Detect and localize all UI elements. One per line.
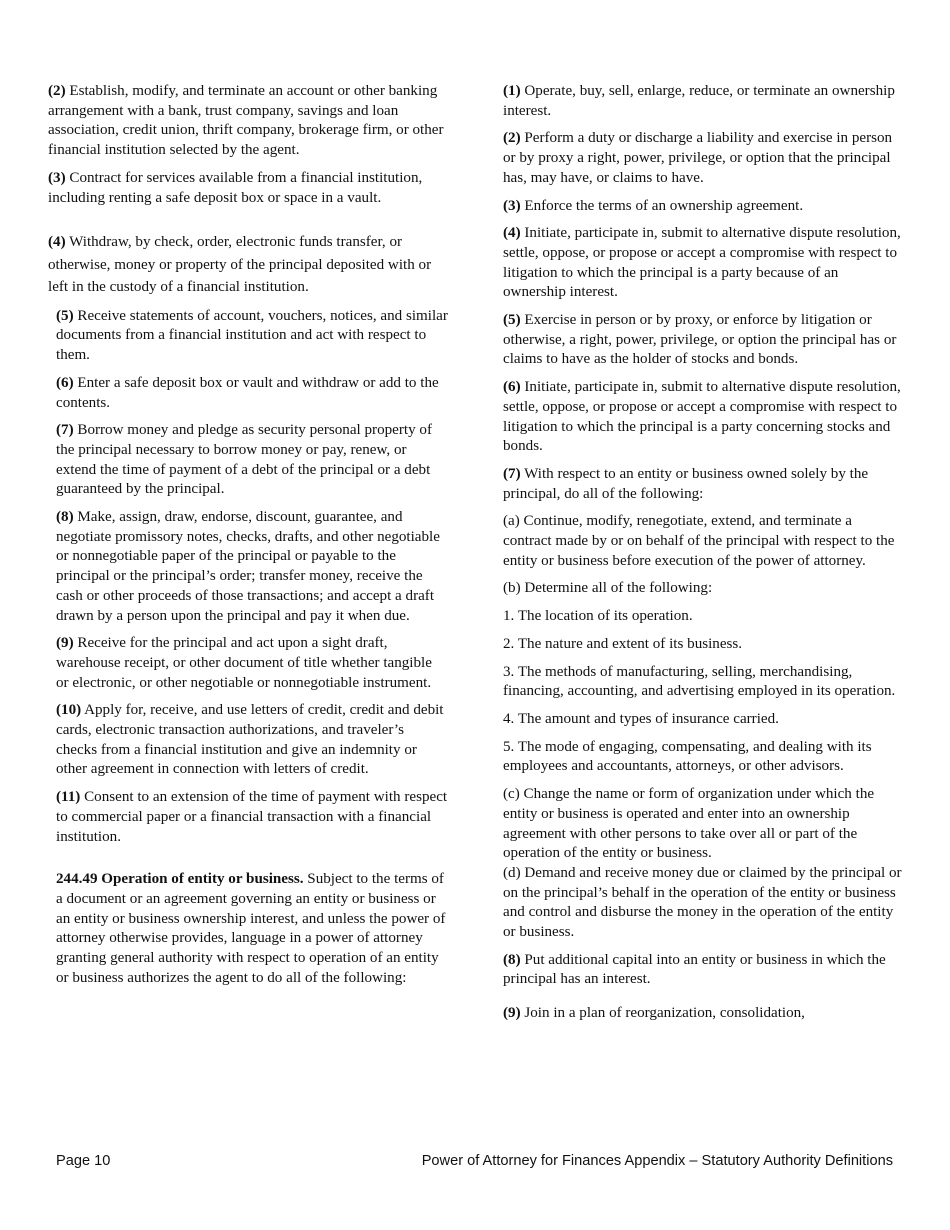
para-number: (5) xyxy=(503,312,521,329)
para-number: (8) xyxy=(503,951,521,968)
para-text: Make, assign, draw, endorse, discount, guarantee, and negotiate promissory notes, checks, drafts, and other negotiable or nonnegotiable paper of the principal or payable to the principal or the principal’s order; transfer money, receive the cash or other proceeds of those transactions; and accept a draft drawn by a person upon the principal and pay it when due. xyxy=(56,509,440,624)
section-text: Subject to the terms of a document or an agreement governing an entity or business or an entity or business ownership interest, and unless the power of attorney otherwise provides, language in a power of attorney granting general authority with respect to operation of an entity or business authorizes the agent to do all of the following: xyxy=(56,871,446,986)
sub-para-d: (d) Demand and receive money due or claimed by the principal or on the principal’s behalf in the operation of the entity or business and control and disburse the money in the operation of the entity or business. xyxy=(503,864,902,941)
list-item-4: 4. The amount and types of insurance carried. xyxy=(503,710,779,727)
para-number: (9) xyxy=(503,1005,521,1022)
left-para-6 xyxy=(56,374,448,413)
left-para-11 xyxy=(56,788,448,847)
right-para-7 xyxy=(503,465,903,504)
para-text: Initiate, participate in, submit to alternative dispute resolution, settle, oppose, or propose or accept a compromise with respect to litigation to which the principal is a party concerning stocks and bonds. xyxy=(503,379,901,455)
left-para-5 xyxy=(56,307,448,366)
para-text: Contract for services available from a financial institution, including renting a safe deposit box or space in a vault. xyxy=(48,169,423,206)
left-para-4 xyxy=(48,231,448,299)
para-number: (11) xyxy=(56,789,81,806)
right-para-2 xyxy=(503,129,903,188)
left-para-3 xyxy=(48,169,448,208)
sub-para-b: (b) Determine all of the following: xyxy=(503,580,713,597)
list-item-3: 3. The methods of manufacturing, selling, merchandising, financing, accounting, and advertising employed in its operation. xyxy=(503,663,896,700)
para-text: Establish, modify, and terminate an account or other banking arrangement with a bank, trust company, savings and loan association, credit union, thrift company, brokerage firm, or other financial institution selected by the agent. xyxy=(48,83,444,159)
right-para-3 xyxy=(503,197,903,217)
para-text: Perform a duty or discharge a liability and exercise in person or by proxy a right, power, privilege, or option that the principal has, may have, or claims to have. xyxy=(503,130,893,186)
para-text: Withdraw, by check, order, electronic funds transfer, or otherwise, money or property of the principal deposited with or left in the custody of a financial institution. xyxy=(48,234,432,296)
right-para-6 xyxy=(503,378,903,457)
para-number: (6) xyxy=(503,379,521,396)
para-text: Enforce the terms of an ownership agreement. xyxy=(520,197,804,214)
list-item-1: 1. The location of its operation. xyxy=(503,608,693,625)
para-number: (10) xyxy=(56,702,82,719)
para-text: Operate, buy, sell, enlarge, reduce, or terminate an ownership interest. xyxy=(503,83,895,119)
para-text: Receive for the principal and act upon a sight draft, warehouse receipt, or other document of title whether tangible or electronic, or other negotiable or nonnegotiable instrument. xyxy=(56,635,432,691)
para-number: (7) xyxy=(56,422,74,439)
sub-para-c: (c) Change the name or form of organization under which the entity or business is operated and enter into an ownership agreement with other persons to take over all or part of the operation of the entity or business. xyxy=(503,786,875,862)
para-text: Join in a plan of reorganization, consolidation, xyxy=(520,1005,805,1022)
left-para-10 xyxy=(56,701,448,780)
left-para-9 xyxy=(56,634,448,693)
footer-title: Power of Attorney for Finances Appendix – Statutory Authority Definitions xyxy=(421,1153,893,1169)
para-number: (9) xyxy=(56,635,74,652)
right-para-1 xyxy=(503,82,903,121)
section-244-49 xyxy=(56,870,448,988)
para-number: (5) xyxy=(56,307,74,324)
para-text: Apply for, receive, and use letters of credit, credit and debit cards, electronic transaction authorizations, and traveler’s checks from a financial institution and give an indemnity or other agreement in connection with letters of credit. xyxy=(56,702,444,778)
section-heading: 244.49 Operation of entity or business. xyxy=(56,871,304,888)
right-para-9 xyxy=(503,1004,903,1024)
para-text: Put additional capital into an entity or business in which the principal has an interest. xyxy=(503,951,886,988)
para-number: (7) xyxy=(503,465,521,482)
para-number: (6) xyxy=(56,374,74,391)
para-text: Initiate, participate in, submit to alternative dispute resolution, settle, oppose, or propose or accept a compromise with respect to litigation to which the principal is a party because of an ownership interest. xyxy=(503,225,901,301)
para-text: With respect to an entity or business owned solely by the principal, do all of the following: xyxy=(503,465,869,502)
left-para-8 xyxy=(56,508,448,626)
para-text: Receive statements of account, vouchers, notices, and similar documents from a financial institution and act with respect to them. xyxy=(56,307,448,364)
left-indented-block xyxy=(48,307,448,989)
left-para-2 xyxy=(48,82,448,161)
para-number: (8) xyxy=(56,509,74,526)
right-para-4 xyxy=(503,224,903,303)
para-text: Borrow money and pledge as security personal property of the principal necessary to borrow money or pay, renew, or extend the time of payment of a debt of the principal or a debt guaranteed by the principal. xyxy=(56,422,432,498)
para-text: Enter a safe deposit box or vault and withdraw or add to the contents. xyxy=(56,374,439,411)
right-column xyxy=(503,82,903,1032)
left-column xyxy=(48,82,448,997)
right-para-8 xyxy=(503,951,903,990)
para-number: (4) xyxy=(48,234,66,251)
para-number: (3) xyxy=(48,169,66,186)
para-text: Exercise in person or by proxy, or enforce by litigation or otherwise, a right, power, privilege, or option the principal has or claims to have as the holder of stocks and bonds. xyxy=(503,312,897,368)
para-number: (3) xyxy=(503,197,521,214)
para-text: Consent to an extension of the time of payment with respect to commercial paper or a financial transaction with a financial institution. xyxy=(56,789,448,845)
para-number: (4) xyxy=(503,225,521,242)
left-para-7 xyxy=(56,421,448,500)
sub-para-a: (a) Continue, modify, renegotiate, extend, and terminate a contract made by or on behalf of the principal with respect to the entity or business before execution of the power of attorney. xyxy=(503,513,895,569)
page-number: Page 10 xyxy=(56,1153,111,1169)
list-item-2: 2. The nature and extent of its business. xyxy=(503,635,743,652)
para-number: (1) xyxy=(503,83,521,99)
right-para-5 xyxy=(503,311,903,370)
para-number: (2) xyxy=(48,83,66,99)
para-number: (2) xyxy=(503,130,521,147)
list-item-5: 5. The mode of engaging, compensating, and dealing with its employees and accountants, attorneys, or other advisors. xyxy=(503,738,872,775)
